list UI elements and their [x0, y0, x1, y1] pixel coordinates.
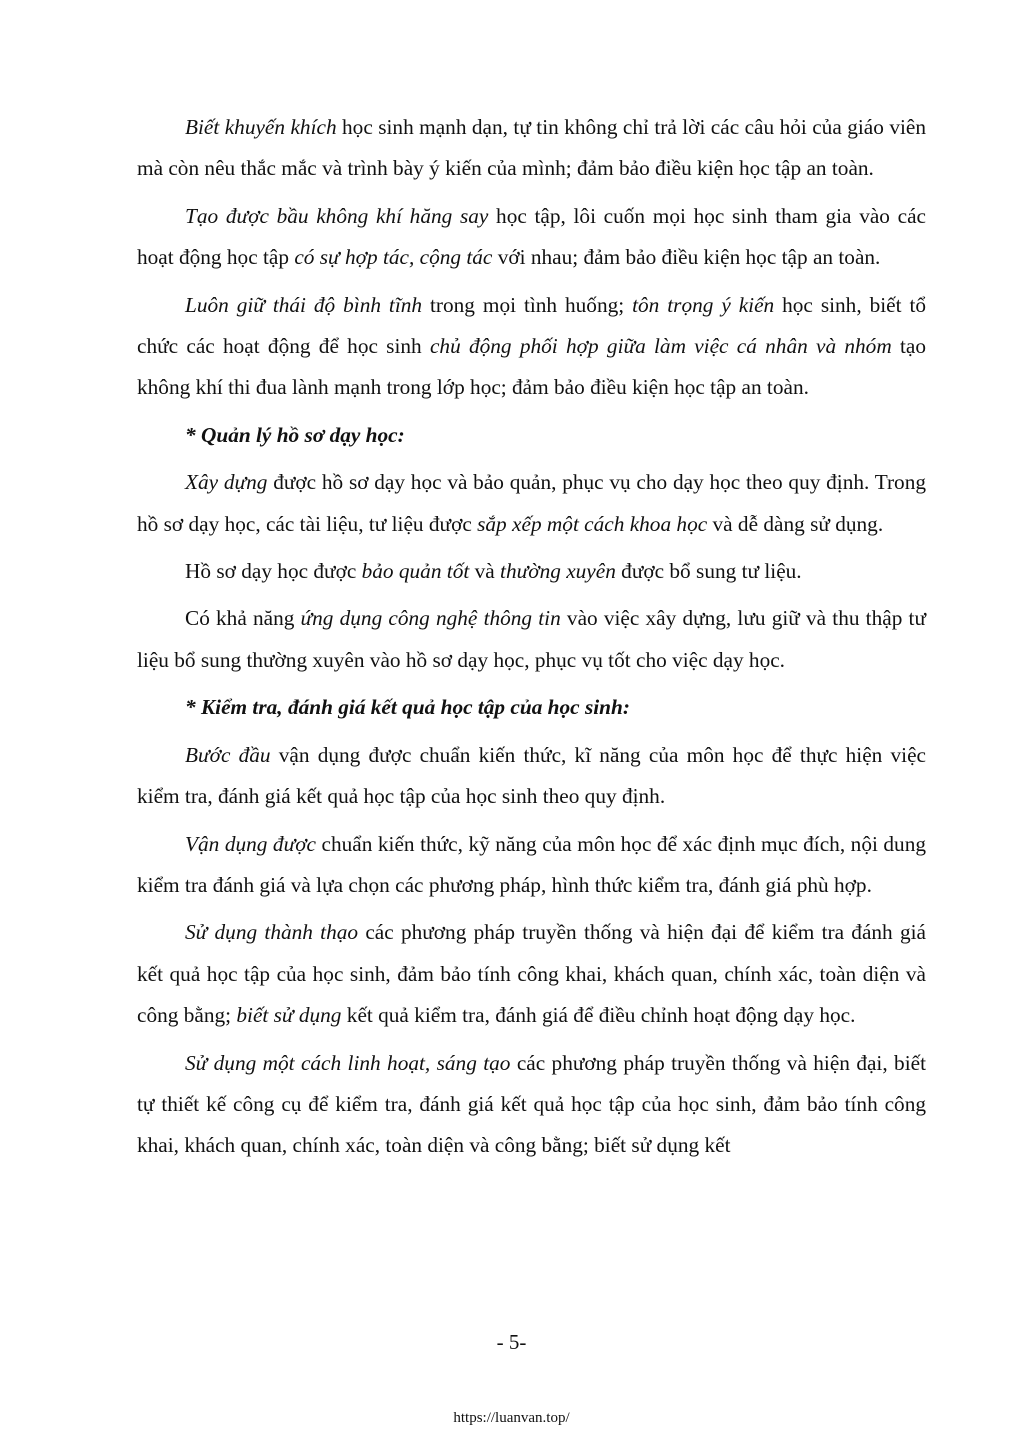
text-run: học sinh, biết tổ chức các hoạt động để học sinh [137, 292, 927, 359]
italic-run: * Kiểm tra, đánh giá kết quả học tập của học sinh: [185, 695, 630, 720]
document-body [137, 107, 926, 1173]
italic-run: Biết khuyến khích [185, 115, 337, 139]
text-run: với nhau; đảm bảo điều kiện học tập an toàn. [492, 245, 881, 270]
body-paragraph [137, 912, 926, 1036]
text-run: Hồ sơ dạy học được [185, 559, 362, 584]
section-heading [137, 687, 926, 728]
text-run: vào việc xây dựng, lưu giữ và thu thập tư liệu bổ sung thường xuyên vào hồ sơ dạy học, phục vụ tốt cho việc dạy học. [137, 606, 926, 672]
italic-run: thường xuyên [500, 559, 616, 584]
text-run: các phương pháp truyền thống và hiện đại để kiểm tra đánh giá kết quả học tập của học sinh, đảm bảo tính công khai, khách quan, chính xác, toàn diện và công bằng; [137, 920, 926, 1028]
italic-run: có sự hợp tác, cộng tác [294, 245, 493, 270]
italic-run: Xây dựng [185, 470, 268, 495]
text-run: các phương pháp truyền thống và hiện đại, biết tự thiết kế công cụ để kiểm tra, đánh giá kết quả học tập của học sinh, đảm bảo tính công khai, khách quan, chính xác, toàn diện và công bằng; biết sử dụng kết [137, 1050, 926, 1158]
text-run: và [469, 559, 501, 584]
text-run: tạo không khí thi đua lành mạnh trong lớp học; đảm bảo điều kiện học tập an toàn. [137, 334, 927, 400]
body-paragraph [137, 107, 926, 190]
body-paragraph [137, 735, 926, 818]
text-run: và dễ dàng sử dụng. [707, 511, 884, 536]
text-run: học tập, lôi cuốn mọi học sinh tham gia vào các hoạt động học tập [137, 203, 926, 270]
italic-run: * Quản lý hồ sơ dạy học: [185, 422, 405, 447]
text-run: được bổ sung tư liệu. [615, 559, 802, 584]
text-run: Có khả năng [185, 606, 301, 631]
section-heading [137, 415, 926, 456]
italic-run: bảo quản tốt [361, 559, 470, 584]
body-paragraph [137, 824, 926, 907]
italic-run: biết sử dụng [236, 1003, 342, 1028]
text-run: trong mọi tình huống; [422, 292, 633, 317]
body-paragraph [137, 1043, 926, 1167]
text-run: vận dụng được chuẩn kiến thức, kĩ năng của môn học để thực hiện việc kiểm tra, đánh giá kết quả học tập của học sinh theo quy định. [137, 742, 926, 809]
footer-url[interactable]: https://luanvan.top/ [453, 1410, 570, 1426]
body-paragraph [137, 598, 926, 681]
italic-run: Tạo được bầu không khí hăng say [185, 203, 489, 228]
italic-run: ứng dụng công nghệ thông tin [300, 606, 561, 631]
italic-run: Vận dụng được [185, 831, 317, 856]
italic-run: Sử dụng một cách linh hoạt, sáng tạo [185, 1050, 511, 1075]
text-run: chuẩn kiến thức, kỹ năng của môn học để xác định mục đích, nội dung kiểm tra đánh giá và lựa chọn các phương pháp, hình thức kiểm tra, đánh giá phù hợp. [137, 831, 926, 897]
italic-run: sắp xếp một cách khoa học [477, 511, 708, 536]
italic-run: Luôn giữ thái độ bình tĩnh [185, 292, 423, 317]
italic-run: Sử dụng thành thạo [185, 920, 359, 945]
italic-run: chủ động phối hợp giữa làm việc cá nhân và nhóm [429, 334, 892, 359]
body-paragraph [137, 285, 926, 409]
text-run: kết quả kiểm tra, đánh giá để điều chỉnh hoạt động dạy học. [341, 1003, 856, 1028]
page-number: - 5- [496, 1330, 527, 1354]
text-run: học sinh mạnh dạn, tự tin không chỉ trả lời các câu hỏi của giáo viên mà còn nêu thắc mắc và trình bày ý kiến của mình; đảm bảo điều kiện học tập an toàn. [137, 115, 926, 181]
italic-run: tôn trọng ý kiến [632, 292, 775, 317]
body-paragraph [137, 551, 926, 592]
body-paragraph [137, 462, 926, 545]
italic-run: Bước đầu [185, 742, 271, 767]
body-paragraph [137, 196, 926, 279]
text-run: được hồ sơ dạy học và bảo quản, phục vụ cho dạy học theo quy định. Trong hồ sơ dạy học, các tài liệu, tư liệu được [137, 470, 926, 536]
